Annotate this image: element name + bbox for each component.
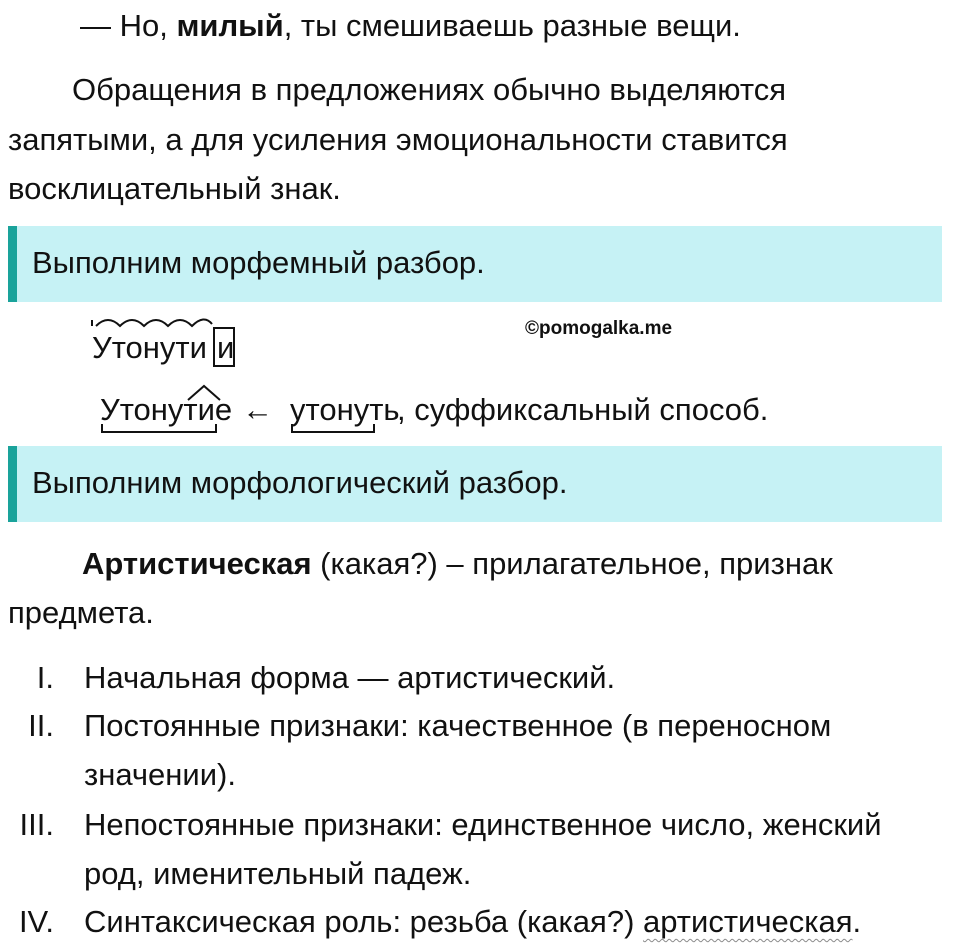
analysis-lead-bold: Артистическая <box>82 546 312 581</box>
banner-morphology-text: Выполним морфологический разбор. <box>32 465 568 500</box>
list-number-2: II. <box>28 708 54 743</box>
banner-morpheme-text: Выполним морфемный разбор. <box>32 245 485 280</box>
analysis-lead-line-2: предмета. <box>8 595 154 630</box>
list-item-2-line-1: Постоянные признаки: качественное (в переносном <box>84 708 832 743</box>
list-item-2-line-2: значении). <box>84 757 236 792</box>
dialogue-line <box>80 6 741 46</box>
list-item-4-wavy-word: артистическая <box>643 904 853 939</box>
dialogue-suffix: , ты смешиваешь разные вещи. <box>283 8 741 43</box>
list-item-3-line-2: род, именительный падеж. <box>84 856 472 891</box>
paragraph-line-3: восклицательный знак. <box>8 171 341 206</box>
list-number-4: IV. <box>18 904 54 939</box>
list-item-1-line-1: Начальная форма — артистический. <box>84 660 616 695</box>
dialogue-bold-word: милый <box>176 8 284 43</box>
list-number-3: III. <box>19 807 54 842</box>
analysis-lead <box>82 544 833 584</box>
dialogue-prefix: — Но, <box>80 8 177 43</box>
morpheme-tail: , суффиксальный способ. <box>397 392 769 427</box>
morpheme-ending: и <box>217 330 235 365</box>
morpheme-word-2: Утонутие <box>100 392 233 427</box>
list-item-4-post: . <box>852 904 862 939</box>
list-number-1: I. <box>36 660 54 695</box>
list-item-3-line-1: Непостоянные признаки: единственное число, женский <box>84 807 882 842</box>
morpheme-diagram-1 <box>80 312 340 372</box>
watermark: ©pomogalka.me <box>525 318 673 339</box>
morpheme-word-3: утонуть <box>290 392 400 427</box>
section-banner-morpheme <box>8 226 942 302</box>
morpheme-word-1: Утонути <box>92 330 207 365</box>
root-wave <box>96 319 212 326</box>
paragraph-line-2: запятыми, а для усиления эмоциональности ставится <box>8 122 788 157</box>
analysis-lead-rest: (какая?) – прилагательное, признак <box>311 546 833 581</box>
section-banner-morphology <box>8 446 942 522</box>
morpheme-diagram-2 <box>92 378 812 438</box>
paragraph-line-1: Обращения в предложениях обычно выделяются <box>72 72 787 107</box>
list-item-4-line-1 <box>84 902 861 942</box>
list-item-4-pre: Синтаксическая роль: резьба (какая?) <box>84 904 643 939</box>
morpheme-arrow: ← <box>242 392 273 427</box>
